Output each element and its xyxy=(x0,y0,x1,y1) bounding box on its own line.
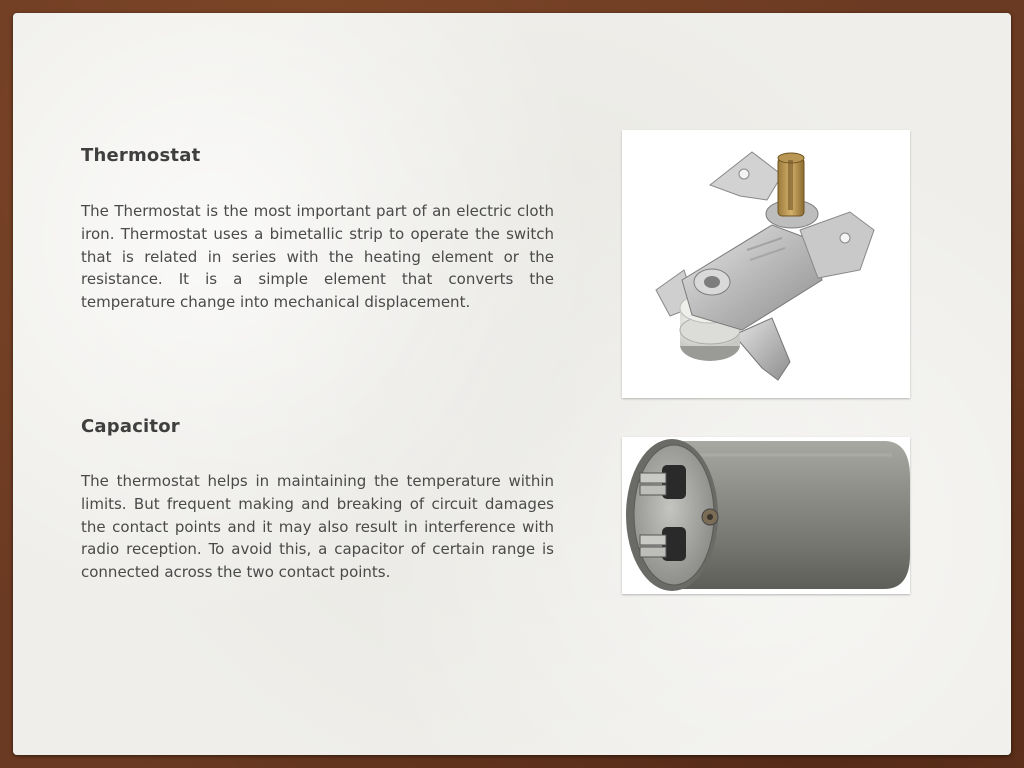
capacitor-paragraph: The thermostat helps in maintaining the temperature within limits. But frequent making and breaking of circuit damages the contact points and it may also result in interference with radio reception. To avoid this, a capacitor of certain range is connected across the two contact points. xyxy=(81,472,554,582)
slide xyxy=(13,13,1011,755)
capacitor-heading: Capacitor xyxy=(81,416,180,437)
thermostat-heading: Thermostat xyxy=(81,145,201,166)
thermostat-paragraph: The Thermostat is the most important part of an electric cloth iron. Thermostat uses a bimetallic strip to operate the switch that is related in series with the heating element or the resistance. It is a simple element that converts the temperature change into mechanical displacement. xyxy=(81,202,554,312)
thermostat-photo xyxy=(622,130,910,398)
capacitor-photo xyxy=(622,437,910,594)
